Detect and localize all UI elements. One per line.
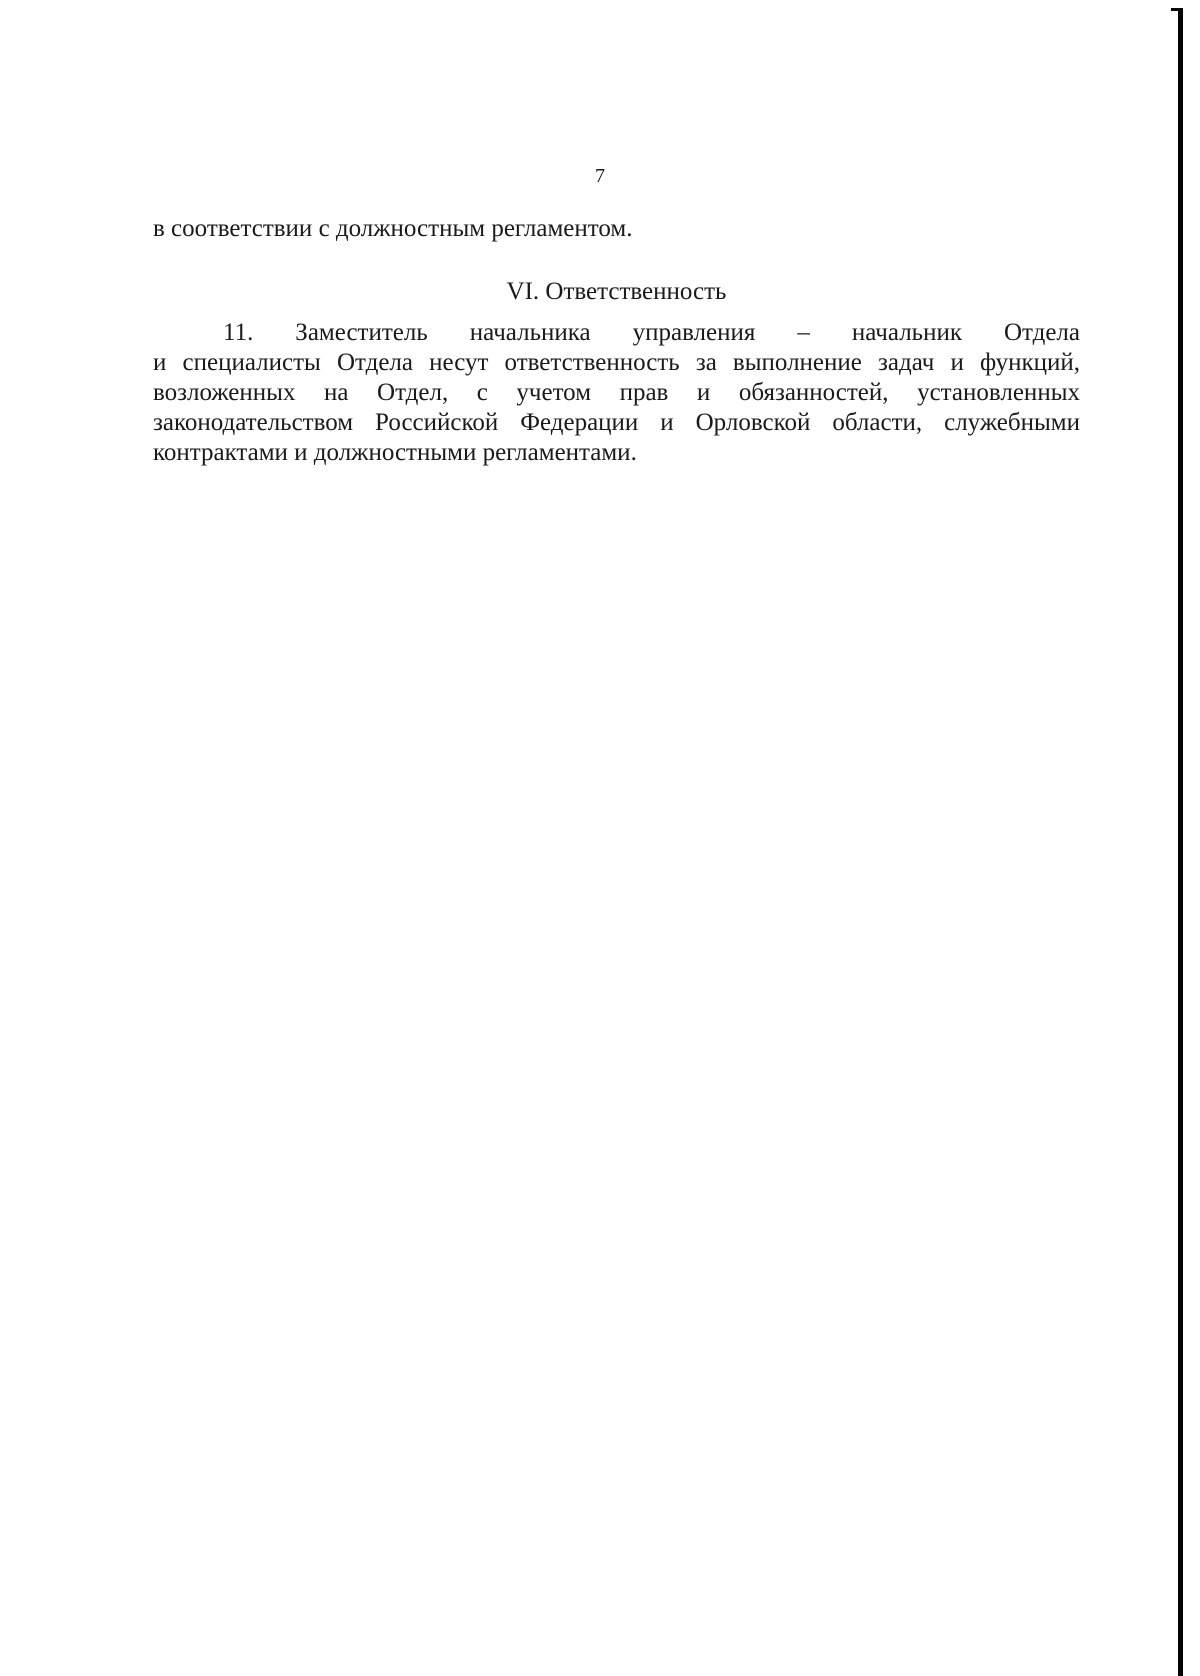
continuation-text: в соответствии с должностным регламентом. xyxy=(153,215,633,242)
clause-11-line-3: возложенных на Отдел, с учетом прав и обязанностей, установленных xyxy=(153,379,1080,406)
clause-11-line-1: 11. Заместитель начальника управления – начальник Отдела xyxy=(223,319,1080,346)
clause-11-line-2: и специалисты Отдела несут ответственность за выполнение задач и функций, xyxy=(153,349,1080,376)
page-number: 7 xyxy=(595,165,605,187)
clause-11-line-4: законодательством Российской Федерации и Орловской области, служебными xyxy=(153,409,1080,436)
scan-edge-line xyxy=(1178,8,1183,1676)
clause-11-line-5: контрактами и должностными регламентами. xyxy=(153,439,637,466)
scan-edge-tick xyxy=(1171,8,1183,11)
section-heading: VI. Ответственность xyxy=(506,278,727,305)
